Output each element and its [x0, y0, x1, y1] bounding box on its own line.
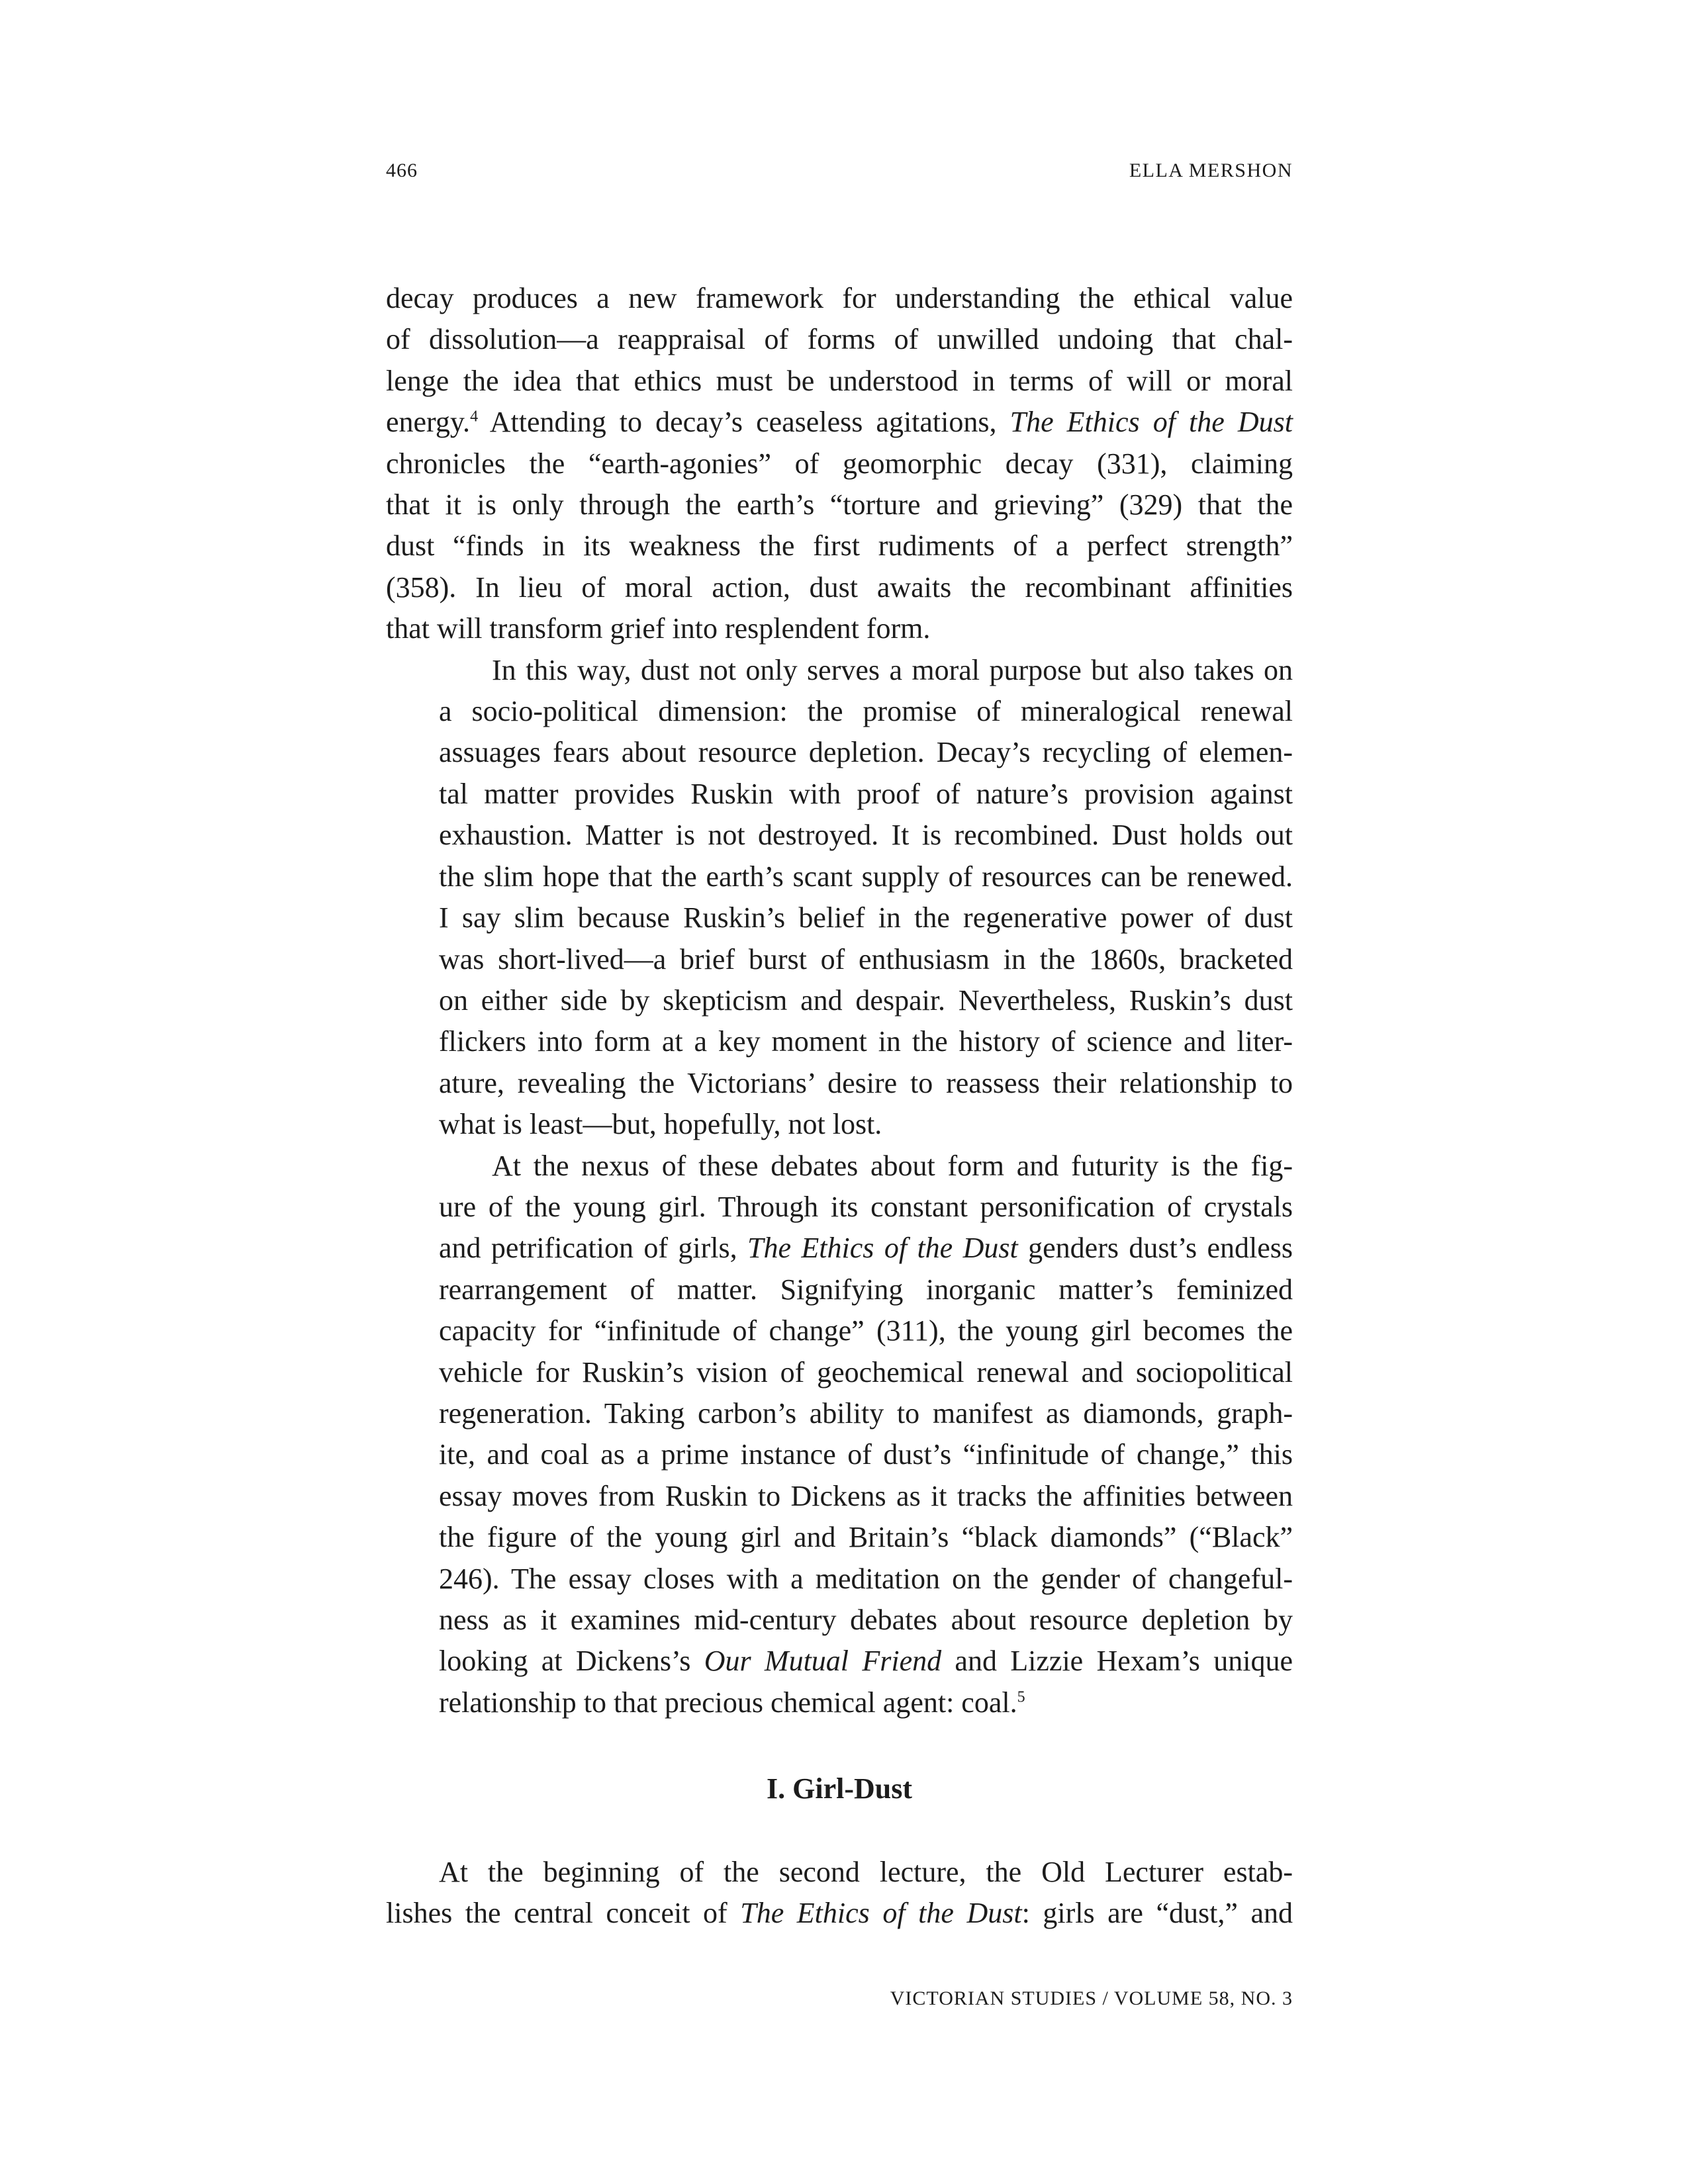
text-line: ature, revealing the Victorians’ desire to reassess their relationship to	[439, 1066, 1293, 1099]
body-text	[386, 278, 1293, 1723]
italic-title: The Ethics of the Dust	[1009, 406, 1293, 439]
paragraph	[386, 1146, 1293, 1724]
text-line: that will transform grief into resplendent form.	[386, 612, 931, 645]
running-head-author: ELLA MERSHON	[1129, 159, 1293, 181]
text-line: a socio-political dimension: the promise of mineralogical renewal	[439, 695, 1293, 728]
text-line: lishes the central conceit of The Ethics of the Dust: girls are “dust,” and	[386, 1897, 1293, 1930]
text-line: chronicles the “earth-agonies” of geomorphic decay (331), claiming	[386, 447, 1293, 480]
text-line: that it is only through the earth’s “torture and grieving” (329) that the	[386, 488, 1293, 522]
text-line: At the nexus of these debates about form and futurity is the fig-	[492, 1149, 1293, 1182]
text-line: what is least—but, hopefully, not lost.	[439, 1108, 882, 1141]
text-line: regeneration. Taking carbon’s ability to manifest as diamonds, graph-	[439, 1396, 1293, 1430]
text-line: vehicle for Ruskin’s vision of geochemical renewal and sociopolitical	[439, 1355, 1293, 1388]
text-line: decay produces a new framework for understanding the ethical value	[386, 282, 1293, 314]
text-line: relationship to that precious chemical agent: coal.$^5$	[439, 1686, 1025, 1719]
paragraph	[386, 1852, 1293, 1934]
text-line: the figure of the young girl and Britain’s “black diamonds” (“Black”	[439, 1521, 1293, 1554]
paragraph	[386, 650, 1293, 1146]
text-line: assuages fears about resource depletion. Decay’s recycling of elemen-	[439, 736, 1293, 769]
paragraph	[386, 278, 1293, 650]
text-line: energy.$^4$ Attending to decay’s ceaseless agitations, The Ethics of the Dust	[386, 406, 1293, 439]
text-line: ness as it examines mid-century debates about resource depletion by	[439, 1604, 1293, 1636]
text-line: lenge the idea that ethics must be understood in terms of will or moral	[386, 364, 1293, 397]
italic-title: The Ethics of the Dust	[747, 1232, 1018, 1265]
footnote-marker[interactable]: 5	[1017, 1688, 1025, 1706]
section-body	[386, 1852, 1293, 1934]
text-line: At the beginning of the second lecture, the Old Lecturer estab-	[439, 1856, 1293, 1888]
page-number: 466	[386, 159, 418, 181]
text-line: rearrangement of matter. Signifying inorganic matter’s feminized	[439, 1273, 1293, 1306]
text-line: I say slim because Ruskin’s belief in the regenerative power of dust	[439, 901, 1293, 934]
text-line: dust “finds in its weakness the first rudiments of a perfect strength”	[386, 529, 1293, 563]
italic-title: Our Mutual Friend	[704, 1645, 942, 1678]
text-line: essay moves from Ruskin to Dickens as it tracks the affinities between	[439, 1479, 1293, 1512]
text-line: capacity for “infinitude of change” (311), the young girl becomes the	[439, 1314, 1293, 1347]
text-line: and petrification of girls, The Ethics of the Dust genders dust’s endless	[439, 1232, 1293, 1265]
text-line: looking at Dickens’s Our Mutual Friend and Lizzie Hexam’s unique	[439, 1645, 1293, 1678]
text-line: flickers into form at a key moment in the history of science and liter-	[439, 1025, 1293, 1058]
text-line: ite, and coal as a prime instance of dust’s “infinitude of change,” this	[439, 1438, 1293, 1471]
text-line: (358). In lieu of moral action, dust awaits the recombinant affinities	[386, 570, 1293, 604]
text-line: was short-lived—a brief burst of enthusiasm in the 1860s, bracketed	[439, 942, 1293, 976]
text-line: In this way, dust not only serves a moral purpose but also takes on	[492, 653, 1293, 686]
running-head	[386, 158, 1293, 184]
text-line: ure of the young girl. Through its constant personification of crystals	[439, 1190, 1293, 1223]
footnote-marker[interactable]: 4	[470, 408, 479, 426]
text-line: the slim hope that the earth’s scant supply of resources can be renewed.	[439, 860, 1293, 893]
text-line: 246). The essay closes with a meditation on the gender of changeful-	[439, 1562, 1293, 1595]
text-line: of dissolution—a reappraisal of forms of unwilled undoing that chal-	[386, 323, 1293, 356]
text-line: on either side by skepticism and despair. Nevertheless, Ruskin’s dust	[439, 983, 1293, 1017]
italic-title: The Ethics of the Dust	[740, 1897, 1022, 1930]
journal-footer: VICTORIAN STUDIES / VOLUME 58, NO. 3	[890, 1987, 1293, 2009]
section-heading: I. Girl-Dust	[767, 1772, 912, 1805]
text-line: exhaustion. Matter is not destroyed. It is recombined. Dust holds out	[439, 819, 1293, 852]
text-line: tal matter provides Ruskin with proof of nature’s provision against	[439, 777, 1293, 810]
